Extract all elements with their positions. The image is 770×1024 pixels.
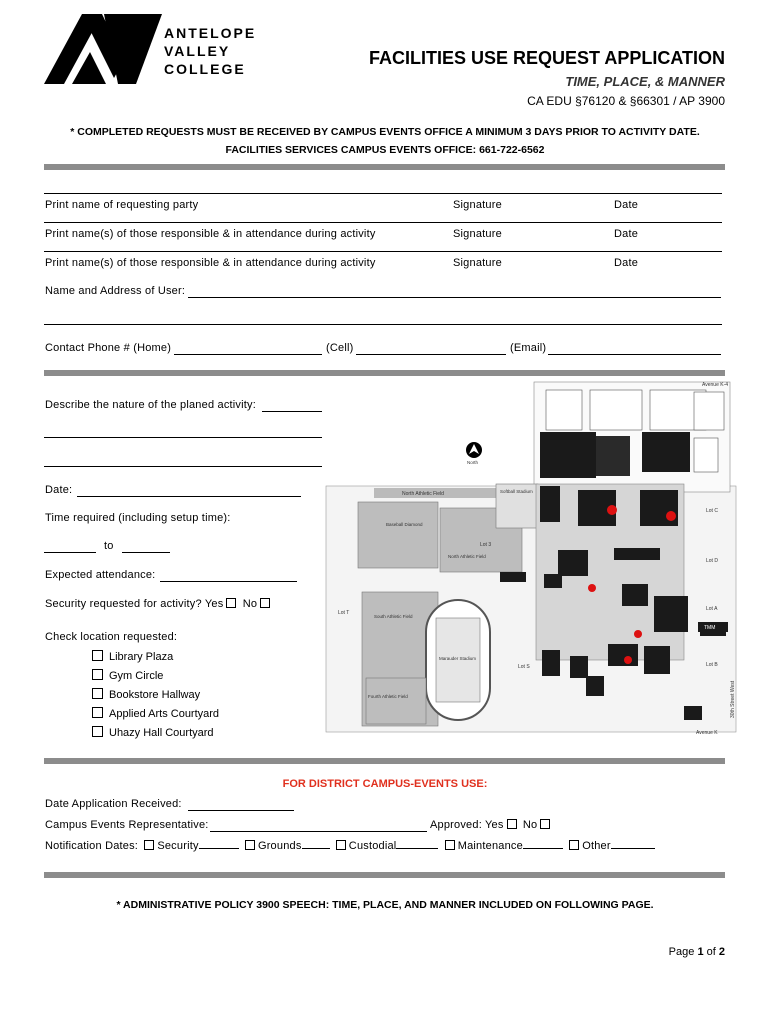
notification-row [45, 840, 655, 852]
location-option[interactable] [92, 726, 214, 739]
divider-bottom [44, 872, 725, 878]
location-label: Uhazy Hall Courtyard [109, 727, 214, 739]
location-label: Gym Circle [109, 670, 164, 682]
map-label-softball: Softball Stadium [500, 489, 533, 494]
notify-maintenance-field[interactable] [523, 848, 563, 849]
end-time-field[interactable] [122, 552, 170, 553]
location-label: Library Plaza [109, 651, 174, 663]
home-phone-field[interactable] [174, 354, 322, 355]
form-subtitle: TIME, PLACE, & MANNER [565, 74, 725, 89]
location-option[interactable] [92, 707, 219, 720]
security-yes-checkbox[interactable] [226, 598, 236, 608]
notice-line-2: FACILITIES SERVICES CAMPUS EVENTS OFFICE: 661-722-6562 [225, 144, 545, 156]
approved-row [430, 819, 553, 831]
location-label: Applied Arts Courtyard [109, 708, 220, 720]
signature-line[interactable] [44, 251, 722, 252]
date-field-label: Date: [45, 484, 73, 496]
representative-label: Campus Events Representative: [45, 819, 209, 831]
notify-grounds-checkbox[interactable] [245, 840, 255, 850]
location-option[interactable] [92, 688, 200, 701]
check-location-label: Check location requested: [45, 631, 178, 643]
district-heading: FOR DISTRICT CAMPUS-EVENTS USE: [282, 778, 488, 790]
map-label-avenue-k: Avenue K [696, 730, 718, 736]
notify-other-label: Other [582, 840, 611, 852]
approved-no-label: No [522, 819, 538, 831]
approved-yes-label: Approved: Yes [430, 819, 504, 831]
checkbox[interactable] [92, 688, 103, 699]
notify-other-field[interactable] [611, 848, 655, 849]
requesting-party-label: Print name of requesting party [45, 199, 199, 211]
map-label-lot-c: Lot C [706, 508, 718, 514]
notify-maintenance-label: Maintenance [457, 840, 523, 852]
map-label-fourth-field: Fourth Athletic Field [368, 694, 408, 699]
map-label-lot-b: Lot B [706, 662, 718, 668]
map-label-lot-t: Lot T [338, 610, 350, 616]
logo-line-1: ANTELOPE [164, 25, 257, 41]
name-address-field[interactable] [188, 297, 721, 298]
approved-yes-checkbox[interactable] [507, 819, 517, 829]
home-phone-label: Contact Phone # (Home) [45, 342, 172, 354]
notify-custodial-checkbox[interactable] [336, 840, 346, 850]
attendance-field[interactable] [160, 581, 297, 582]
page-number [669, 946, 725, 958]
time-required-label: Time required (including setup time): [45, 512, 231, 524]
checkbox[interactable] [92, 650, 103, 661]
signature-line[interactable] [44, 193, 722, 194]
date-received-field[interactable] [188, 810, 294, 811]
divider-middle [44, 370, 725, 376]
cell-phone-label: (Cell) [326, 342, 354, 354]
campus-map [322, 378, 740, 738]
map-label-lot-a: Lot A [706, 606, 718, 612]
campus-map-svg [322, 378, 740, 738]
notification-label: Notification Dates: [45, 840, 139, 852]
map-label-avenue-k4: Avenue K-4 [702, 382, 729, 388]
map-label-baseball: Baseball Diamond [386, 522, 423, 527]
page-total: 2 [718, 946, 725, 958]
name-address-label: Name and Address of User: [45, 285, 186, 297]
security-no-checkbox[interactable] [260, 598, 270, 608]
notify-security-label: Security [157, 840, 199, 852]
checkbox[interactable] [92, 669, 103, 680]
notify-custodial-label: Custodial [348, 840, 397, 852]
email-label: (Email) [510, 342, 547, 354]
map-label-tmm: TMM [704, 625, 716, 631]
page-prefix: Page [668, 946, 695, 958]
responsible-label: Print name(s) of those responsible & in attendance during activity [45, 228, 376, 240]
notify-other-checkbox[interactable] [569, 840, 579, 850]
page-of: of [706, 946, 716, 958]
logo-line-3: COLLEGE [164, 61, 246, 77]
map-label-lot-s: Lot S [518, 664, 530, 670]
map-label-stadium: Marauder Stadium [439, 656, 477, 661]
security-question [45, 598, 273, 610]
start-time-field[interactable] [44, 552, 96, 553]
describe-label: Describe the nature of the planed activity: [45, 399, 256, 411]
code-reference: CA EDU §76120 & §66301 / AP 3900 [527, 94, 725, 108]
notify-grounds-label: Grounds [257, 840, 302, 852]
footer-note: * ADMINISTRATIVE POLICY 3900 SPEECH: TIME, PLACE, AND MANNER INCLUDED ON FOLLOWING PAGE. [116, 899, 654, 911]
map-label-south-field: South Athletic Field [374, 614, 413, 619]
date-label: Date [614, 257, 639, 269]
page-current: 1 [697, 946, 704, 958]
notice-line-1: * COMPLETED REQUESTS MUST BE RECEIVED BY CAMPUS EVENTS OFFICE A MINIMUM 3 DAYS PRIOR TO ACTIVITY DATE. [70, 126, 700, 138]
date-label: Date [614, 199, 639, 211]
location-option[interactable] [92, 669, 163, 682]
location-option[interactable] [92, 650, 173, 663]
notify-maintenance-checkbox[interactable] [445, 840, 455, 850]
address-field-2[interactable] [44, 324, 722, 325]
notify-security-checkbox[interactable] [144, 840, 154, 850]
notify-grounds-field[interactable] [302, 848, 330, 849]
checkbox[interactable] [92, 707, 103, 718]
form-title: FACILITIES USE REQUEST APPLICATION [368, 48, 725, 68]
location-label: Bookstore Hallway [109, 689, 201, 701]
antelope-logo-mark [44, 12, 168, 88]
logo-text [164, 24, 256, 78]
north-arrow-icon [466, 442, 482, 458]
cell-phone-field[interactable] [356, 354, 506, 355]
logo-line-2: VALLEY [164, 43, 231, 59]
map-label-north: North [467, 460, 479, 465]
signature-label: Signature [453, 257, 502, 269]
email-field[interactable] [548, 354, 721, 355]
notify-custodial-field[interactable] [396, 848, 438, 849]
representative-field[interactable] [210, 831, 427, 832]
signature-label: Signature [453, 199, 502, 211]
college-logo [44, 12, 274, 88]
map-label-north-athletic-field: North Athletic Field [402, 491, 444, 497]
responsible-label: Print name(s) of those responsible & in attendance during activity [45, 257, 376, 269]
map-label-30th-street: 30th Street West [730, 680, 736, 718]
date-received-label: Date Application Received: [45, 798, 182, 810]
map-label-north-field-2: North Athletic Field [448, 554, 486, 559]
divider-lower [44, 758, 725, 764]
map-label-lot-3: Lot 3 [480, 542, 492, 548]
divider-top [44, 164, 725, 170]
security-no-label: No [242, 598, 258, 610]
security-yes-label: Yes [204, 598, 224, 610]
approved-no-checkbox[interactable] [540, 819, 550, 829]
date-field[interactable] [77, 496, 301, 497]
to-label: to [104, 540, 114, 552]
signature-line[interactable] [44, 222, 722, 223]
attendance-label: Expected attendance: [45, 569, 156, 581]
security-label: Security requested for activity? [45, 598, 202, 610]
date-label: Date [614, 228, 639, 240]
signature-label: Signature [453, 228, 502, 240]
map-label-lot-d: Lot D [706, 558, 718, 564]
notify-security-field[interactable] [199, 848, 239, 849]
checkbox[interactable] [92, 726, 103, 737]
